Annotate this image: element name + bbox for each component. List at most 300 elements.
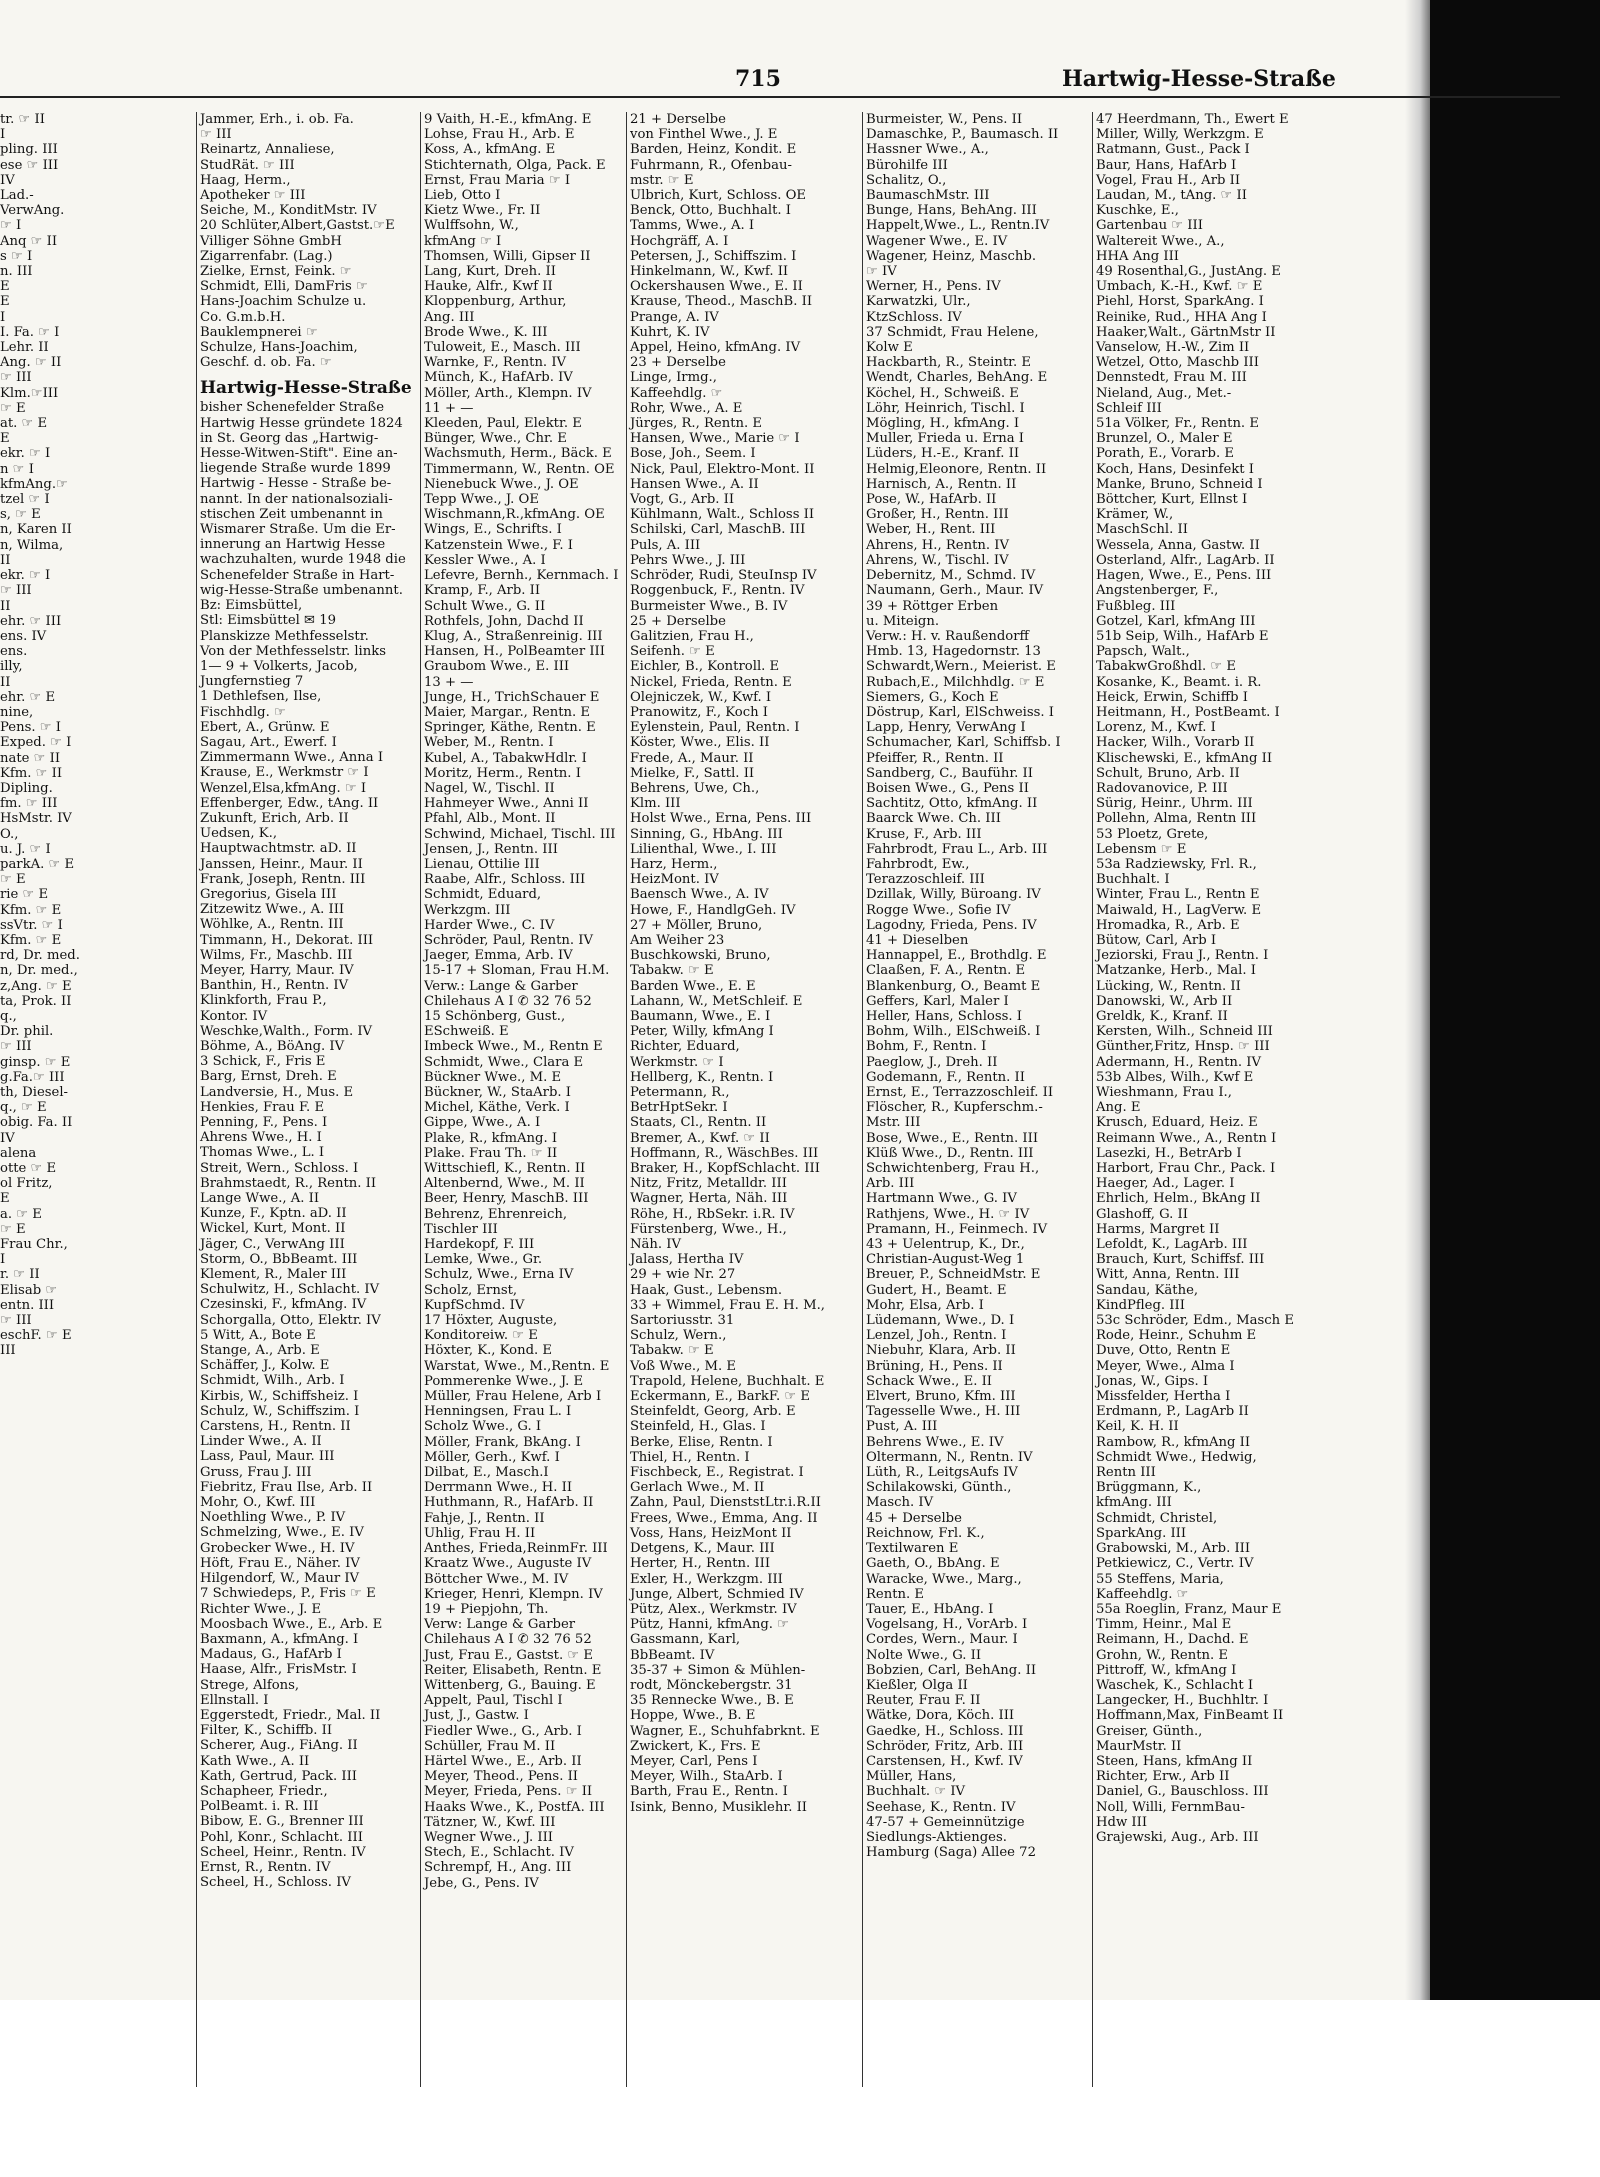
directory-line: u. Miteign. — [866, 613, 940, 629]
directory-line: Rentn III — [1096, 1465, 1156, 1481]
directory-line: Chilehaus A I ✆ 32 76 52 — [424, 1632, 592, 1648]
directory-line: Schalitz, O., — [866, 172, 947, 188]
directory-line: Klm.☞III — [0, 385, 59, 401]
directory-line: Plake. Frau Th. ☞ II — [424, 1145, 558, 1161]
directory-line: Bobzien, Carl, BehAng. II — [866, 1662, 1037, 1678]
directory-line: Klement, R., Maler III — [200, 1267, 347, 1283]
directory-line: Seifenh. ☞ E — [630, 644, 715, 660]
directory-line: Lüth, R., LeitgsAufs IV — [866, 1465, 1018, 1481]
directory-line: Lagodny, Frieda, Pens. IV — [866, 917, 1037, 933]
directory-line: Braker, H., KopfSchlacht. III — [630, 1161, 820, 1177]
directory-line: Papsch, Walt., — [1096, 644, 1190, 660]
directory-line: Banthin, H., Rentn. IV — [200, 978, 349, 994]
directory-line: Fuhrmann, R., Ofenbau- — [630, 157, 792, 173]
directory-line: Kubel, A., TabakwHdlr. I — [424, 750, 587, 766]
directory-line: Seehase, K., Rentn. IV — [866, 1799, 1016, 1815]
directory-line: Eckermann, E., BarkF. ☞ E — [630, 1389, 811, 1405]
directory-line: 23 + Derselbe — [630, 355, 726, 371]
directory-line: BbBeamt. IV — [630, 1647, 715, 1663]
directory-line: Mohr, O., Kwf. III — [200, 1495, 316, 1511]
directory-line: Wulffsohn, W., — [424, 218, 519, 234]
directory-line: entn. III — [0, 1297, 55, 1313]
directory-line: Vanselow, H.-W., Zim II — [1096, 340, 1250, 356]
directory-line: Scherer, Aug., FiAng. II — [200, 1738, 358, 1754]
directory-line: Bose, Wwe., E., Rentn. III — [866, 1130, 1039, 1146]
directory-line: Boisen Wwe., G., Pens II — [866, 780, 1029, 796]
directory-line: nannt. In der nationalsoziali- — [200, 491, 393, 507]
directory-column-0-fragment — [0, 112, 80, 2087]
directory-line: Just, J., Gastw. I — [424, 1708, 529, 1724]
directory-line: innerung an Hartwig Hesse — [200, 537, 386, 553]
directory-line: Adermann, H., Rentn. IV — [1096, 1054, 1262, 1070]
directory-line: Richter, Erw., Arb II — [1096, 1769, 1230, 1785]
directory-line: Döstrup, Karl, ElSchweiss. I — [866, 704, 1055, 720]
directory-line: Kühlmann, Walt., Schloss II — [630, 507, 815, 523]
directory-line: Richter, Eduard, — [630, 1039, 740, 1055]
directory-line: 13 + — — [424, 674, 474, 690]
directory-line: 53a Radziewsky, Frl. R., — [1096, 856, 1257, 872]
directory-line: 21 + Derselbe — [630, 112, 726, 127]
directory-line: tr. ☞ II — [0, 112, 45, 127]
directory-line: 1— 9 + Volkerts, Jacob, — [200, 658, 358, 674]
directory-line: 47-57 + Gemeinnützige — [866, 1814, 1025, 1830]
directory-line: Gaedke, H., Schloss. III — [866, 1723, 1024, 1739]
directory-line: Hmb. 13, Hagedornstr. 13 — [866, 644, 1041, 660]
directory-line: Nienebuck Wwe., J. OE — [424, 476, 579, 492]
directory-line: Reimann Wwe., A., Rentn I — [1096, 1130, 1277, 1146]
directory-line: Pfeiffer, R., Rentn. II — [866, 750, 1004, 766]
directory-line: Bremer, A., Kwf. ☞ II — [630, 1130, 770, 1146]
directory-line: I — [0, 1252, 6, 1268]
directory-line: Lang, Kurt, Dreh. II — [424, 264, 556, 280]
directory-line: Pittroff, W., kfmAng I — [1096, 1662, 1237, 1678]
directory-line: Schack Wwe., E. II — [866, 1373, 992, 1389]
directory-line: Hagen, Wwe., E., Pens. III — [1096, 568, 1272, 584]
directory-line: Greiser, Günth., — [1096, 1723, 1203, 1739]
directory-line: Brüggmann, K., — [1096, 1480, 1202, 1496]
directory-line: Möller, Frank, BkAng. I — [424, 1434, 581, 1450]
directory-line: ☞ III — [0, 583, 32, 599]
directory-line: I — [0, 309, 6, 325]
directory-line: Jebe, G., Pens. IV — [424, 1875, 539, 1891]
directory-line: Böttcher, Kurt, Ellnst I — [1096, 492, 1248, 508]
directory-line: Winter, Frau L., Rentn E — [1096, 887, 1260, 903]
directory-line: r. ☞ II — [0, 1267, 40, 1283]
directory-line: Heitmann, H., PostBeamt. I — [1096, 704, 1280, 720]
directory-line: Dzillak, Willy, Büroang. IV — [866, 887, 1041, 903]
directory-line: Wegner Wwe., J. III — [424, 1829, 554, 1845]
directory-line: Tamms, Wwe., A. I — [630, 218, 755, 234]
directory-line: Lenzel, Joh., Rentn. I — [866, 1328, 1007, 1344]
directory-line: Sandberg, C., Bauführ. II — [866, 765, 1033, 781]
directory-line: Olejniczek, W., Kwf. I — [630, 689, 772, 705]
directory-line: Prange, A. IV — [630, 309, 719, 325]
directory-line: pling. III — [0, 142, 58, 158]
directory-line: Meyer, Wwe., Alma I — [1096, 1358, 1235, 1374]
directory-line: Böhme, A., BöAng. IV — [200, 1038, 345, 1054]
directory-line: Noll, Willi, FernmBau- — [1096, 1799, 1245, 1815]
directory-line: Dr. phil. — [0, 1024, 54, 1040]
directory-line: Mstr. III — [866, 1115, 921, 1131]
directory-line: TabakwGroßhdl. ☞ E — [1096, 659, 1236, 675]
directory-line: Harz, Herm., — [630, 856, 718, 872]
directory-line: Baarck Wwe. Ch. III — [866, 811, 1001, 827]
directory-line: ginsp. ☞ E — [0, 1054, 71, 1070]
directory-line: Meyer, Harry, Maur. IV — [200, 962, 354, 978]
directory-line: Hartmann Wwe., G. IV — [866, 1191, 1017, 1207]
directory-line: Kfm. ☞ E — [0, 932, 62, 948]
directory-line: Wagner, E., Schuhfabrknt. E — [630, 1723, 820, 1739]
directory-line: Ratmann, Gust., Pack I — [1096, 142, 1250, 158]
directory-line: Jensen, J., Rentn. III — [424, 841, 558, 857]
directory-line: ☞ E — [0, 872, 26, 888]
directory-line: E — [0, 279, 10, 295]
directory-line: Wilms, Fr., Maschb. III — [200, 947, 353, 963]
directory-line: wachzuhalten, wurde 1948 die — [200, 552, 406, 568]
directory-line: Elvert, Bruno, Kfm. III — [866, 1389, 1016, 1405]
directory-line: Tabakw. ☞ E — [630, 1343, 714, 1359]
directory-line: Buschkowski, Bruno, — [630, 948, 771, 964]
directory-line: Hartwig - Hesse - Straße be- — [200, 476, 392, 492]
directory-line: Klischewski, E., kfmAng II — [1096, 750, 1273, 766]
directory-line: Reichnow, Frl. K., — [866, 1525, 985, 1541]
directory-line: ☞ I — [0, 218, 22, 234]
directory-line: Nolte Wwe., G. II — [866, 1647, 982, 1663]
directory-line: Ockershausen Wwe., E. II — [630, 279, 803, 295]
directory-line: Frank, Joseph, Rentn. III — [200, 871, 366, 887]
directory-line: ekr. ☞ I — [0, 446, 51, 462]
directory-line: Warnke, F., Rentn. IV — [424, 355, 567, 371]
directory-line: Wings, E., Schrifts. I — [424, 522, 562, 538]
directory-line: Roggenbuck, F., Rentn. IV — [630, 583, 805, 599]
directory-line: Gaeth, O., BbAng. E — [866, 1556, 1000, 1572]
directory-line: 39 + Röttger Erben — [866, 598, 999, 614]
directory-line: Haak, Gust., Lebensm. — [630, 1282, 783, 1298]
directory-line: ehr. ☞ III — [0, 613, 62, 629]
directory-line: Appelt, Paul, Tischl I — [424, 1693, 563, 1709]
directory-line: Schwichtenberg, Frau H., — [866, 1161, 1040, 1177]
directory-line: obig. Fa. II — [0, 1115, 73, 1131]
directory-line: Paeglow, J., Dreh. II — [866, 1054, 998, 1070]
directory-line: Haaks Wwe., K., PostfA. III — [424, 1799, 605, 1815]
directory-line: 55 Steffens, Maria, — [1096, 1571, 1224, 1587]
directory-line: Ang. E — [1096, 1100, 1141, 1116]
directory-line: Kontor. IV — [200, 1008, 268, 1024]
directory-line: Waltereit Wwe., A., — [1096, 233, 1225, 249]
directory-line: Tätzner, W., Kwf. III — [424, 1814, 556, 1830]
directory-line: Lüdemann, Wwe., D. I — [866, 1313, 1015, 1329]
directory-line: Weber, H., Rent. III — [866, 522, 996, 538]
directory-line: Muller, Frieda u. Erna I — [866, 431, 1025, 447]
directory-line: Galitzien, Frau H., — [630, 628, 754, 644]
directory-line: Behrenz, Ehrenreich, — [424, 1206, 568, 1222]
directory-line: O., — [0, 826, 19, 842]
directory-line: Wagener, Heinz, Maschb. — [866, 248, 1037, 264]
directory-line: Koch, Hans, Desinfekt I — [1096, 461, 1254, 477]
directory-line: Masch. IV — [866, 1495, 934, 1511]
column-divider — [862, 112, 863, 2087]
directory-line: E — [0, 1191, 10, 1207]
directory-line: Müller, Frau Helene, Arb I — [424, 1389, 602, 1405]
directory-line: Klm. III — [630, 796, 681, 812]
directory-line: th, Diesel- — [0, 1085, 69, 1100]
directory-line: Krieger, Henri, Klempn. IV — [424, 1586, 603, 1602]
directory-line: Möller, Arth., Klempn. IV — [424, 385, 592, 401]
directory-line: Michel, Käthe, Verk. I — [424, 1100, 570, 1116]
directory-line: Co. G.m.b.H. — [200, 309, 286, 325]
directory-line: Godemann, F., Rentn. II — [866, 1069, 1025, 1085]
directory-line: KindPfleg. III — [1096, 1297, 1185, 1313]
directory-line: Hauke, Alfr., Kwf II — [424, 279, 553, 295]
directory-line: Fahrbrodt, Frau L., Arb. III — [866, 841, 1048, 857]
directory-line: Zimmermann Wwe., Anna I — [200, 750, 384, 766]
directory-line: Matzanke, Herb., Mal. I — [1096, 963, 1256, 979]
directory-line: bisher Schenefelder Straße — [200, 400, 384, 416]
directory-line: Ebert, A., Grünw. E — [200, 719, 330, 735]
directory-line: Werkmstr. ☞ I — [630, 1054, 724, 1070]
directory-line: Schmidt Wwe., Hedwig, — [1096, 1449, 1257, 1465]
directory-line: 45 + Derselbe — [866, 1510, 962, 1526]
directory-line: 15 Schönberg, Gust., — [424, 1008, 566, 1024]
directory-line: MaschSchl. II — [1096, 522, 1188, 538]
directory-line: E — [0, 294, 10, 310]
directory-line: Tagesselle Wwe., H. III — [866, 1404, 1021, 1420]
directory-line: Werner, H., Pens. IV — [866, 279, 1001, 295]
directory-line: Exler, H., Werkzgm. III — [630, 1571, 783, 1587]
directory-line: Langecker, H., Buchhltr. I — [1096, 1693, 1269, 1709]
directory-line: n, Dr. med., — [0, 963, 78, 979]
directory-line: Harnisch, A., Rentn. II — [866, 476, 1017, 492]
directory-line: Jalass, Hertha IV — [630, 1252, 744, 1268]
directory-line: 25 + Derselbe — [630, 613, 726, 629]
directory-line: Jonas, W., Gips. I — [1096, 1373, 1209, 1389]
directory-line: Uedsen, K., — [200, 826, 278, 842]
directory-line: Plake, R., kfmAng. I — [424, 1130, 558, 1146]
directory-line: Bz: Eimsbüttel, — [200, 598, 303, 614]
directory-line: Harder Wwe., C. IV — [424, 917, 555, 933]
directory-line: Nitz, Fritz, Metalldr. III — [630, 1176, 787, 1192]
directory-line: 15-17 + Sloman, Frau H.M. — [424, 963, 610, 979]
directory-line: Verw.: H. v. Raußendorff — [866, 628, 1029, 644]
directory-line: 53c Schröder, Edm., Masch E — [1096, 1313, 1294, 1329]
directory-line: Wessela, Anna, Gastw. II — [1096, 537, 1260, 553]
directory-line: Timmann, H., Dekorat. III — [200, 932, 374, 948]
directory-line: ese ☞ III — [0, 157, 59, 173]
directory-line: Planskizze Methfesselstr. — [200, 628, 369, 644]
directory-line: Lohse, Frau H., Arb. E — [424, 127, 575, 143]
directory-line: Koss, A., kfmAng. E — [424, 142, 556, 158]
directory-line: Piehl, Horst, SparkAng. I — [1096, 294, 1264, 310]
directory-line: Pust, A. III — [866, 1419, 938, 1435]
directory-line: Streit, Wern., Schloss. I — [200, 1160, 359, 1176]
directory-line: Näh. IV — [630, 1237, 682, 1253]
directory-line: Kfm. ☞ E — [0, 902, 62, 918]
directory-line: Jeziorski, Frau J., Rentn. I — [1096, 948, 1269, 964]
street-heading: Hartwig-Hesse-Straße — [200, 378, 412, 399]
directory-line: Schmidt, Christel, — [1096, 1510, 1218, 1526]
directory-line: Von der Methfesselstr. links — [200, 643, 387, 659]
directory-line: II — [0, 598, 11, 614]
directory-line: Storm, O., BbBeamt. III — [200, 1251, 358, 1267]
directory-line: 11 + — — [424, 400, 474, 416]
directory-line: Danowski, W., Arb II — [1096, 993, 1233, 1009]
directory-line: Altenbernd, Wwe., M. II — [424, 1176, 585, 1192]
directory-line: Harbort, Frau Chr., Pack. I — [1096, 1161, 1276, 1177]
column-divider — [1092, 112, 1093, 2087]
directory-line: Frede, A., Maur. II — [630, 750, 754, 766]
directory-line: ☞ III — [200, 127, 232, 143]
directory-line: Effenberger, Edw., tAng. II — [200, 795, 379, 811]
directory-line: ☞ III — [0, 1039, 32, 1055]
directory-line: Schmidt, Wilh., Arb. I — [200, 1373, 345, 1389]
directory-line: Kuschke, E., — [1096, 203, 1179, 219]
directory-line: 43 + Uelentrup, K., Dr., — [866, 1237, 1025, 1253]
directory-line: 35 Rennecke Wwe., B. E — [630, 1693, 794, 1709]
directory-line: ☞ IV — [866, 264, 897, 280]
directory-line: Hassner Wwe., A., — [866, 142, 989, 158]
directory-line: Jürges, R., Rentn. E — [630, 416, 763, 432]
directory-line: Barth, Frau E., Rentn. I — [630, 1784, 788, 1800]
directory-line: nate ☞ II — [0, 750, 61, 766]
directory-line: Ang. III — [424, 309, 475, 325]
directory-line: Kietz Wwe., Fr. II — [424, 203, 541, 219]
directory-line: Klinkforth, Frau P., — [200, 993, 327, 1009]
directory-line: Siedlungs-Aktienges. — [866, 1829, 1007, 1845]
directory-line: Raabe, Alfr., Schloss. III — [424, 872, 586, 888]
directory-line: Anthes, Frieda,ReinmFr. III — [424, 1541, 608, 1557]
directory-line: Eylenstein, Paul, Rentn. I — [630, 720, 800, 736]
directory-line: Ang. ☞ II — [0, 355, 62, 371]
directory-line: Schulz, Wern., — [630, 1328, 727, 1344]
directory-line: Lass, Paul, Maur. III — [200, 1449, 335, 1465]
directory-line: Junge, H., TrichSchauer E — [424, 689, 600, 705]
directory-line: kfmAng ☞ I — [424, 233, 502, 249]
directory-line: Frau Chr., — [0, 1237, 68, 1253]
directory-line: Weber, M., Rentn. I — [424, 735, 554, 751]
directory-line: ☞ E — [0, 400, 26, 416]
directory-line: Steinfeld, H., Glas. I — [630, 1419, 766, 1435]
directory-line: Damaschke, P., Baumasch. II — [866, 127, 1059, 143]
directory-line: Brauch, Kurt, Schiffsf. III — [1096, 1252, 1265, 1268]
directory-line: at. ☞ E — [0, 416, 48, 432]
directory-line: Schenefelder Straße in Hart- — [200, 567, 395, 583]
directory-line: Petermann, R., — [630, 1085, 730, 1100]
directory-line: Kosanke, K., Beamt. i. R. — [1096, 674, 1262, 690]
directory-line: Dennstedt, Frau M. III — [1096, 370, 1247, 386]
directory-line: Blankenburg, O., Beamt E — [866, 978, 1041, 994]
directory-line: Eggerstedt, Friedr., Mal. II — [200, 1707, 381, 1723]
directory-line: Böttcher Wwe., M. IV — [424, 1571, 569, 1587]
directory-line: Sagau, Art., Ewerf. I — [200, 734, 337, 750]
directory-line: Schröder, Rudi, SteuInsp IV — [630, 568, 817, 584]
directory-line: Pommerenke Wwe., J. E — [424, 1373, 584, 1389]
directory-line: Schulz, Wwe., Erna IV — [424, 1267, 574, 1283]
directory-line: I. Fa. ☞ I — [0, 324, 60, 340]
directory-line: Christian-August-Weg 1 — [866, 1252, 1025, 1268]
directory-line: Schröder, Fritz, Arb. III — [866, 1738, 1024, 1754]
directory-line: Jungfernstieg 7 — [200, 674, 304, 690]
directory-line: Hromadka, R., Arb. E — [1096, 917, 1240, 933]
directory-line: Scholz, Ernst, — [424, 1282, 518, 1298]
directory-line: Grobecker Wwe., H. IV — [200, 1540, 355, 1556]
directory-line: Haase, Alfr., FrisMstr. I — [200, 1662, 357, 1678]
directory-line: 51a Völker, Fr., Rentn. E — [1096, 416, 1259, 432]
directory-line: Jäger, C., VerwAng III — [200, 1236, 345, 1252]
directory-line: Buchhalt. ☞ IV — [866, 1784, 966, 1800]
directory-line: Hilgendorf, W., Maur IV — [200, 1571, 360, 1587]
directory-line: Kraatz Wwe., Auguste IV — [424, 1556, 592, 1572]
directory-line: Czesinski, F., kfmAng. IV — [200, 1297, 367, 1313]
directory-line: ☞ III — [0, 370, 32, 386]
directory-line: rodt, Mönckebergstr. 31 — [630, 1677, 793, 1693]
directory-line: Krämer, W., — [1096, 507, 1174, 523]
directory-line: Mohr, Elsa, Arb. I — [866, 1297, 984, 1313]
directory-line: u. J. ☞ I — [0, 841, 51, 857]
directory-line: 7 Schwiedeps, P., Fris ☞ E — [200, 1586, 376, 1602]
directory-line: Bohm, Wilh., ElSchweiß. I — [866, 1024, 1041, 1040]
directory-line: Voß Wwe., M. E — [630, 1358, 736, 1374]
directory-line: 37 Schmidt, Frau Helene, — [866, 324, 1039, 340]
directory-line: Hoppe, Wwe., B. E — [630, 1708, 756, 1724]
directory-line: Hellberg, K., Rentn. I — [630, 1069, 774, 1085]
directory-line: Hansen, H., PolBeamter III — [424, 644, 605, 660]
directory-line: Zigarrenfabr. (Lag.) — [200, 248, 333, 264]
directory-line: Hochgräff, A. I — [630, 233, 729, 249]
directory-line: Meyer, Frieda, Pens. ☞ II — [424, 1784, 593, 1800]
directory-line: HHA Ang III — [1096, 248, 1179, 264]
directory-line: Gruss, Frau J. III — [200, 1464, 312, 1480]
directory-line: Junge, Albert, Schmied IV — [630, 1586, 804, 1602]
directory-line: Wickel, Kurt, Mont. II — [200, 1221, 346, 1237]
directory-line: ens. IV — [0, 628, 47, 644]
directory-line: Pütz, Hanni, kfmAng. ☞ — [630, 1617, 789, 1633]
directory-line: in St. Georg das „Hartwig- — [200, 430, 379, 446]
directory-line: Maier, Margar., Rentn. E — [424, 704, 591, 720]
directory-line: Hoffmann, R., WäschBes. III — [630, 1145, 819, 1161]
directory-line: ens. — [0, 644, 28, 660]
directory-line: wig-Hesse-Straße umbenannt. — [200, 582, 403, 598]
directory-line: Zielke, Ernst, Feink. ☞ — [200, 264, 352, 280]
directory-line: Meyer, Wilh., StaArb. I — [630, 1769, 783, 1785]
directory-line: Vogt, G., Arb. II — [630, 492, 735, 508]
directory-line: Kath Wwe., A. II — [200, 1753, 310, 1769]
directory-line: Kolw E — [866, 340, 913, 356]
directory-line: Timmermann, W., Rentn. OE — [424, 461, 615, 477]
directory-line: Klüß Wwe., D., Rentn. III — [866, 1145, 1034, 1161]
directory-line: Dilbat, E., Masch.I — [424, 1465, 549, 1481]
directory-line: Heick, Erwin, Schiffb I — [1096, 689, 1248, 705]
directory-column-2 — [424, 112, 626, 2087]
directory-line: rie ☞ E — [0, 887, 49, 903]
directory-line: SparkAng. III — [1096, 1525, 1187, 1541]
directory-line: Schwind, Michael, Tischl. III — [424, 826, 616, 842]
directory-line: Bohm, F., Rentn. I — [866, 1039, 987, 1055]
directory-line: Pütz, Alex., Werkmstr. IV — [630, 1601, 797, 1617]
directory-line: Hannappel, E., Brothdlg. E — [866, 948, 1047, 964]
directory-line: Fischbeck, E., Registrat. I — [630, 1465, 804, 1481]
directory-line: n, Wilma, — [0, 537, 64, 553]
directory-line: Cordes, Wern., Maur. I — [866, 1632, 1018, 1648]
running-head: Hartwig-Hesse-Straße — [1062, 66, 1336, 92]
directory-line: Mögling, H., kfmAng. I — [866, 416, 1020, 432]
directory-line: ESchweiß. E — [424, 1024, 509, 1040]
directory-line: Lehr. II — [0, 340, 49, 356]
directory-line: Ernst, E., Terrazzoschleif. II — [866, 1085, 1054, 1100]
directory-line: Manke, Bruno, Schneid I — [1096, 476, 1263, 492]
directory-line: BaumaschMstr. III — [866, 188, 990, 204]
directory-line: Kersten, Wilh., Schneid III — [1096, 1024, 1273, 1040]
directory-line: Breuer, P., SchneidMstr. E — [866, 1267, 1041, 1283]
